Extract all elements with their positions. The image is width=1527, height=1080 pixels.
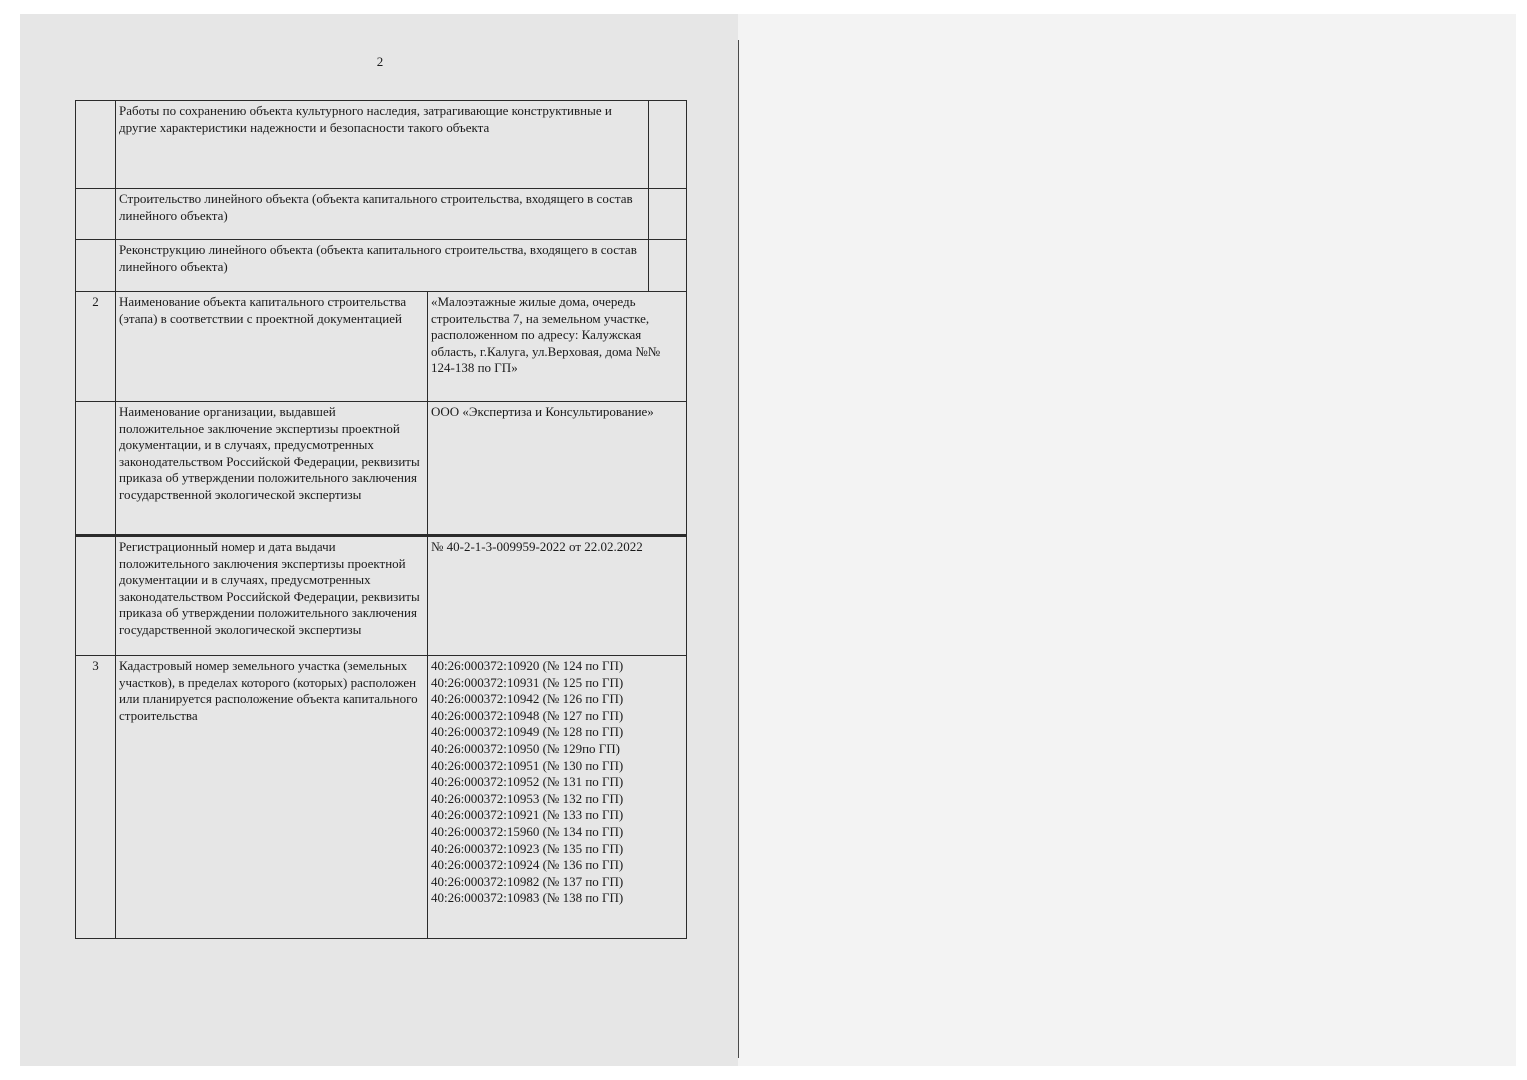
table-row — [76, 240, 687, 292]
cadastral-number: 40:26:000372:15960 (№ 134 по ГП) — [431, 823, 624, 839]
checkbox-cell — [649, 240, 687, 292]
row-number-cell — [76, 536, 116, 656]
row-number-cell — [76, 189, 116, 240]
cadastral-number: 40:26:000372:10921 (№ 133 по ГП) — [431, 807, 624, 823]
row-number-cell: 3 — [76, 656, 116, 939]
cadastral-number: 40:26:000372:10953 (№ 132 по ГП) — [431, 790, 624, 806]
linear-reconstruction-cell: Реконструкцию линейного объекта (объекта капитального строительства, входящего в состав линейного объекта) — [116, 240, 649, 292]
cadastral-number: 40:26:000372:10924 (№ 136 по ГП) — [431, 857, 624, 873]
blank-page — [738, 14, 1516, 1066]
cadastral-number: 40:26:000372:10952 (№ 131 по ГП) — [431, 774, 624, 790]
checkbox-cell — [649, 189, 687, 240]
table-row — [76, 292, 687, 402]
checkbox-cell — [649, 101, 687, 189]
row-number-cell: 2 — [76, 292, 116, 402]
cadastral-number: 40:26:000372:10950 (№ 129по ГП) — [431, 740, 621, 756]
expert-org-label: Наименование организации, выдавшей положительное заключение экспертизы проектной документации, и в случаях, предусмотренных законодательством Российской Федерации, реквизиты приказа об утверждении положительного заключения государственной экологической экспертизы — [116, 402, 428, 536]
cadastral-number: 40:26:000372:10951 (№ 130 по ГП) — [431, 757, 624, 773]
cadastral-number: 40:26:000372:10949 (№ 128 по ГП) — [431, 724, 624, 740]
expert-org-value: ООО «Экспертиза и Консультирование» — [428, 402, 687, 536]
table-row — [76, 656, 687, 939]
linear-construction-cell: Строительство линейного объекта (объекта капитального строительства, входящего в состав линейного объекта) — [116, 189, 649, 240]
permit-table — [75, 100, 687, 939]
cadastral-number: 40:26:000372:10923 (№ 135 по ГП) — [431, 840, 624, 856]
cadastral-number: 40:26:000372:10931 (№ 125 по ГП) — [431, 674, 624, 690]
registration-value: № 40-2-1-3-009959-2022 от 22.02.2022 — [428, 536, 687, 656]
table-row — [76, 536, 687, 656]
table-row — [76, 189, 687, 240]
cadastral-number: 40:26:000372:10982 (№ 137 по ГП) — [431, 873, 624, 889]
cadastral-label: Кадастровый номер земельного участка (земельных участков), в пределах которого (которых) расположен или планируется расположение объекта капитального строительства — [116, 656, 428, 939]
heritage-works-cell: Работы по сохранению объекта культурного наследия, затрагивающие конструктивные и другие характеристики надежности и безопасности такого объекта — [116, 101, 649, 189]
row-number-cell — [76, 240, 116, 292]
cadastral-list — [428, 656, 687, 939]
table-row — [76, 402, 687, 536]
page-fold-line — [738, 40, 739, 1058]
table-row — [76, 101, 687, 189]
page-number: 2 — [376, 54, 384, 69]
row-number-cell — [76, 101, 116, 189]
cadastral-number: 40:26:000372:10983 (№ 138 по ГП) — [431, 890, 624, 906]
registration-label: Регистрационный номер и дата выдачи положительного заключения экспертизы проектной документации и в случаях, предусмотренных законодательством Российской Федерации, реквизиты приказа об утверждении положительного заключения государственной экологической экспертизы — [116, 536, 428, 656]
object-name-label: Наименование объекта капитального строительства (этапа) в соответствии с проектной документацией — [116, 292, 428, 402]
cadastral-number: 40:26:000372:10942 (№ 126 по ГП) — [431, 691, 624, 707]
row-number-cell — [76, 402, 116, 536]
cadastral-number: 40:26:000372:10920 (№ 124 по ГП) — [431, 658, 624, 673]
cadastral-number: 40:26:000372:10948 (№ 127 по ГП) — [431, 707, 624, 723]
object-name-value: «Малоэтажные жилые дома, очередь строительства 7, на земельном участке, расположенном по адресу: Калужская область, г.Калуга, ул.Верховая, дома №№ 124-138 по ГП» — [428, 292, 687, 402]
